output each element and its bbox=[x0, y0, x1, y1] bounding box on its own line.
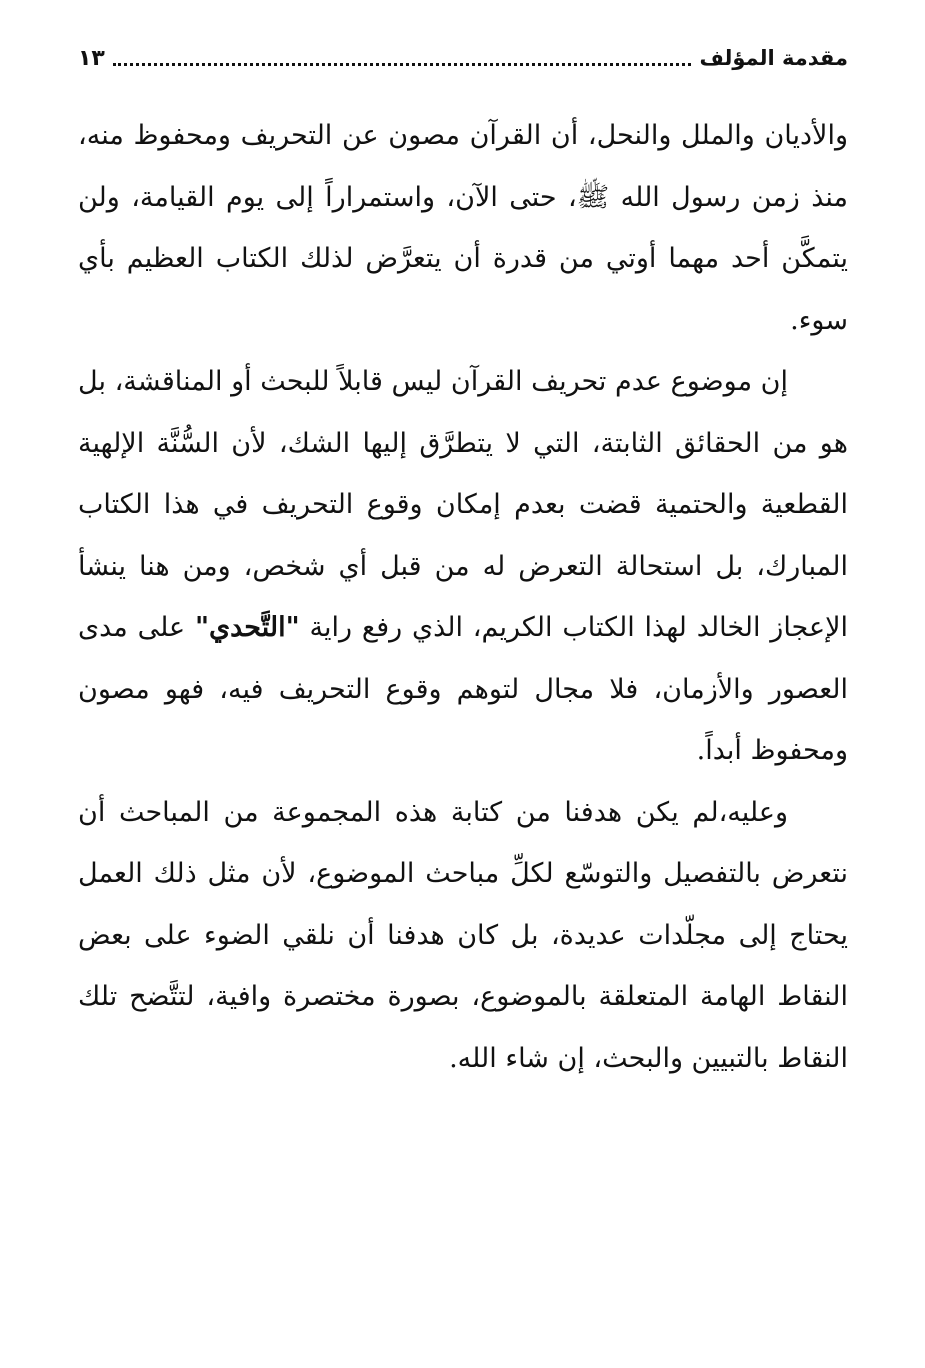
paragraph-2 bbox=[78, 351, 848, 782]
running-header bbox=[78, 38, 848, 78]
paragraph-2-text-after: على مدى العصور والأزمان، فلا مجال لتوهم وقوع التحريف فيه، فهو مصون ومحفوظ أبداً. bbox=[78, 612, 848, 766]
dotted-leader bbox=[113, 63, 692, 66]
emphasized-term: "التَّحدي" bbox=[194, 612, 300, 643]
paragraph-3: وعليه،لم يكن هدفنا من كتابة هذه المجموعة من المباحث أن نتعرض بالتفصيل والتوسّع لكلِّ مباحث الموضوع، لأن مثل ذلك العمل يحتاج إلى مجلّدات عديدة، بل كان هدفنا أن نلقي الضوء على بعض النقاط الهامة المتعلقة بالموضوع، بصورة مختصرة وافية، لتتَّضح تلك النقاط بالتبيين والبحث، إن شاء الله. bbox=[78, 796, 848, 1074]
page-number: ١٣ bbox=[78, 45, 105, 71]
chapter-title: مقدمة المؤلف bbox=[699, 46, 848, 70]
body-text bbox=[78, 105, 848, 1089]
paragraph-2-text-before: إن موضوع عدم تحريف القرآن ليس قابلاً للبحث أو المناقشة، بل هو من الحقائق الثابتة، التي لا يتطرَّق إليها الشك، لأن السُّنَّة الإلهية القطعية والحتمية قضت بعدم إمكان وقوع التحريف في هذا الكتاب المبارك، بل استحالة التعرض له من قبل أي شخص، ومن هنا ينشأ الإعجاز الخالد لهذا الكتاب الكريم، الذي رفع راية bbox=[78, 366, 848, 643]
paragraph-1: والأديان والملل والنحل، أن القرآن مصون عن التحريف ومحفوظ منه، منذ زمن رسول الله ﷺ، حتى الآن، واستمراراً إلى يوم القيامة، ولن يتمكَّن أحد مهما أوتي من قدرة أن يتعرَّض لذلك الكتاب العظيم بأي سوء. bbox=[78, 120, 848, 336]
